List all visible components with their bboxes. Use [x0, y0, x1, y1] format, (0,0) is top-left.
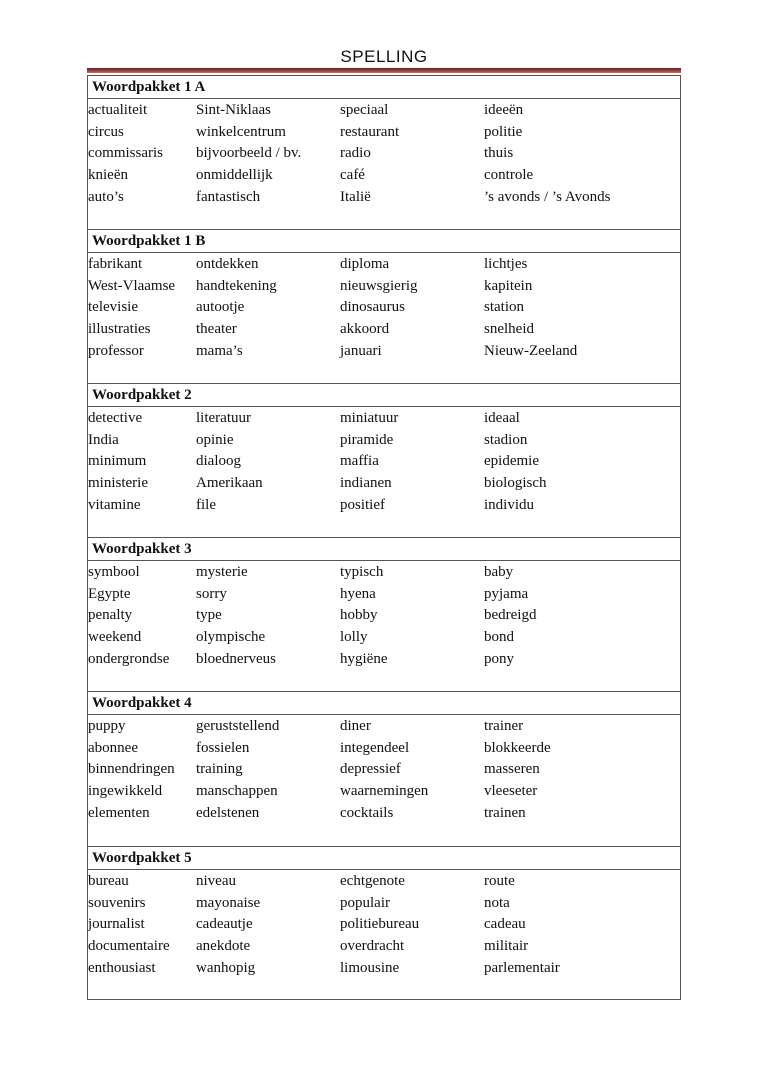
word: diploma: [340, 256, 390, 272]
word: epidemie: [484, 453, 539, 470]
word: masseren: [484, 761, 540, 778]
word: elementen: [88, 804, 150, 821]
word: anekdote: [196, 938, 251, 955]
word: India: [88, 431, 119, 448]
word: militair: [484, 938, 529, 955]
word: trainer: [484, 718, 524, 734]
word: bijvoorbeeld / bv.: [196, 145, 302, 162]
section-body: [88, 870, 681, 1000]
word: manschappen: [196, 783, 278, 800]
word: cocktails: [340, 804, 394, 821]
word: illustraties: [88, 321, 151, 338]
word: sorry: [196, 585, 227, 602]
word: onmiddellijk: [196, 167, 273, 184]
section-body: [88, 253, 681, 384]
section-body: [88, 99, 681, 230]
word: handtekening: [196, 277, 277, 294]
word-grid: [88, 870, 680, 980]
word: miniatuur: [340, 410, 399, 426]
word: kapitein: [484, 277, 533, 294]
word: parlementair: [484, 959, 560, 976]
word: ideeën: [484, 102, 524, 118]
word: vleeseter: [484, 783, 538, 800]
word: hyena: [340, 585, 376, 602]
word: mama’s: [196, 342, 243, 359]
word: knieën: [88, 167, 128, 184]
word: literatuur: [196, 410, 251, 426]
word: wanhopig: [196, 959, 256, 976]
word: piramide: [340, 431, 394, 448]
word: diner: [340, 718, 371, 734]
word: limousine: [340, 959, 400, 976]
word-grid: [88, 561, 680, 671]
word-grid: [88, 407, 680, 517]
word: controle: [484, 167, 534, 184]
word: Egypte: [88, 585, 131, 602]
word-table: [87, 75, 681, 1000]
word: politiebureau: [340, 916, 420, 933]
word: actualiteit: [88, 102, 148, 118]
word: lichtjes: [484, 256, 528, 272]
word: ministerie: [88, 475, 148, 492]
word: snelheid: [484, 321, 534, 338]
word: niveau: [196, 873, 236, 889]
word: mayonaise: [196, 894, 261, 911]
word: documentaire: [88, 938, 170, 955]
word: Amerikaan: [196, 475, 263, 492]
word: type: [196, 607, 222, 624]
word: bond: [484, 629, 514, 646]
word: hygiëne: [340, 650, 388, 667]
word: penalty: [88, 607, 133, 624]
word: restaurant: [340, 123, 400, 140]
word: binnendringen: [88, 761, 175, 778]
word: Italië: [340, 188, 371, 205]
word: weekend: [88, 629, 142, 646]
word: maffia: [340, 453, 379, 470]
word: bedreigd: [484, 607, 537, 624]
word-grid: [88, 99, 680, 209]
word: bloednerveus: [196, 650, 276, 667]
word: olympische: [196, 629, 266, 646]
word: Nieuw-Zeeland: [484, 342, 578, 359]
word: edelstenen: [196, 804, 260, 821]
section-header: Woordpakket 5: [88, 847, 681, 870]
word: fossielen: [196, 739, 250, 756]
section-header: Woordpakket 2: [88, 384, 681, 407]
word: blokkeerde: [484, 739, 551, 756]
word: commissaris: [88, 145, 163, 162]
word: pyjama: [484, 585, 529, 602]
word: ideaal: [484, 410, 520, 426]
word: dinosaurus: [340, 299, 405, 316]
word: cadeau: [484, 916, 526, 933]
word: radio: [340, 145, 371, 162]
word: baby: [484, 564, 514, 580]
word: cadeautje: [196, 916, 253, 933]
word: dialoog: [196, 453, 241, 470]
word: training: [196, 761, 243, 778]
word: ondergrondse: [88, 650, 170, 667]
word: biologisch: [484, 475, 547, 492]
word: typisch: [340, 564, 384, 580]
word: ontdekken: [196, 256, 259, 272]
word: detective: [88, 410, 143, 426]
word: positief: [340, 496, 385, 513]
word: indianen: [340, 475, 392, 492]
section-header: Woordpakket 3: [88, 538, 681, 561]
word: politie: [484, 123, 523, 140]
section-header: Woordpakket 4: [88, 692, 681, 715]
word: fantastisch: [196, 188, 261, 205]
word: professor: [88, 342, 144, 359]
word: hobby: [340, 607, 378, 624]
word: file: [196, 496, 216, 513]
word: opinie: [196, 431, 234, 448]
word: fabrikant: [88, 256, 143, 272]
word: overdracht: [340, 938, 405, 955]
word: depressief: [340, 761, 401, 778]
word: theater: [196, 321, 237, 338]
word: televisie: [88, 299, 138, 316]
word: nota: [484, 894, 510, 911]
word: akkoord: [340, 321, 390, 338]
word: minimum: [88, 453, 147, 470]
section-body: [88, 715, 681, 847]
word-grid: [88, 715, 680, 825]
page-title: SPELLING: [340, 47, 428, 66]
word: circus: [88, 123, 124, 140]
word: puppy: [88, 718, 126, 734]
word: januari: [340, 342, 382, 359]
word: autootje: [196, 299, 245, 316]
word: ingewikkeld: [88, 783, 163, 800]
word: pony: [484, 650, 514, 667]
word: waarnemingen: [340, 783, 429, 800]
word: individu: [484, 496, 535, 513]
section-body: [88, 407, 681, 538]
section-header: Woordpakket 1 A: [88, 76, 681, 99]
word: nieuwsgierig: [340, 277, 418, 294]
word: journalist: [88, 916, 145, 933]
word: abonnee: [88, 739, 138, 756]
word: geruststellend: [196, 718, 280, 734]
word: auto’s: [88, 188, 124, 205]
word: populair: [340, 894, 390, 911]
word: enthousiast: [88, 959, 156, 976]
word: speciaal: [340, 102, 389, 118]
word: souvenirs: [88, 894, 146, 911]
section-body: [88, 561, 681, 692]
word: café: [340, 167, 365, 184]
word: station: [484, 299, 524, 316]
word: mysterie: [196, 564, 248, 580]
word: vitamine: [88, 496, 141, 513]
word: stadion: [484, 431, 528, 448]
word: Sint-Niklaas: [196, 102, 271, 118]
word: lolly: [340, 629, 368, 646]
section-header: Woordpakket 1 B: [88, 230, 681, 253]
word: echtgenote: [340, 873, 405, 889]
word: integendeel: [340, 739, 410, 756]
word: symbool: [88, 564, 140, 580]
word: winkelcentrum: [196, 123, 286, 140]
word: thuis: [484, 145, 514, 162]
title-rule: [87, 68, 681, 73]
word: ’s avonds / ’s Avonds: [484, 188, 611, 205]
word: trainen: [484, 804, 526, 821]
word-grid: [88, 253, 680, 363]
word: bureau: [88, 873, 129, 889]
word: route: [484, 873, 515, 889]
word: West-Vlaamse: [88, 277, 176, 294]
